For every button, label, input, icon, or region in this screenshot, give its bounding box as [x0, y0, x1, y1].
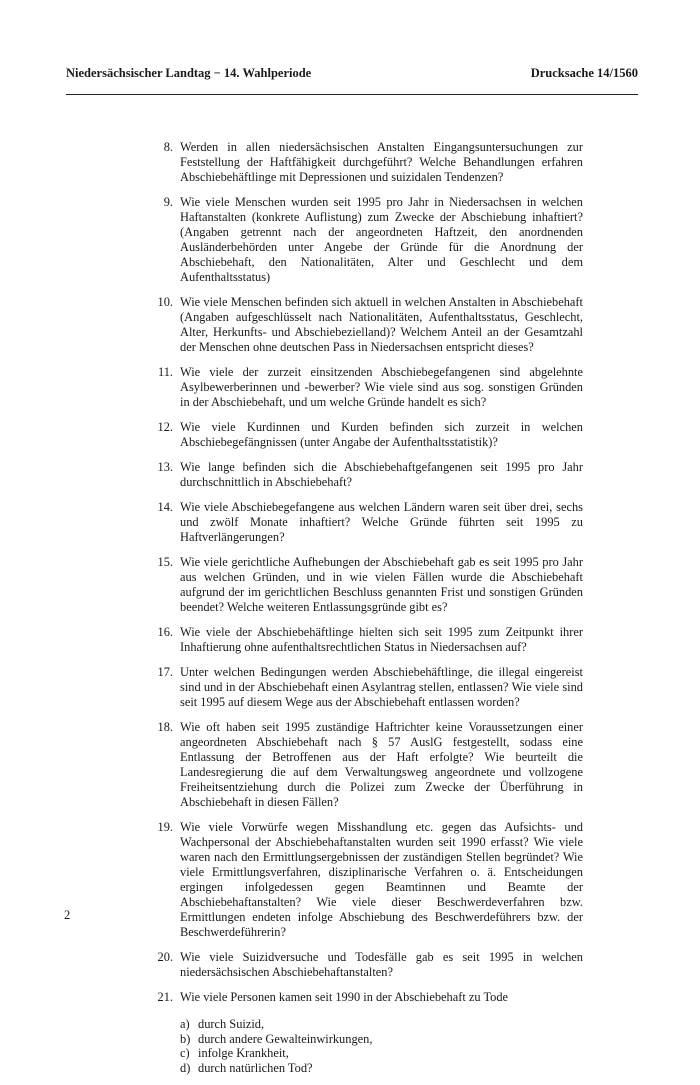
question-text: Wie oft haben seit 1995 zuständige Haftrichter keine Voraussetzungen einer angeordneten Abschiebehaft nach § 57 AuslG festgestellt, sodass eine Entlassung der Betroffenen aus der Haft erfolgte? Wie beurteilt die Landesregierung die auf dem Verwaltungsweg angeordnete und vollzogene Freiheitsentziehung durch die Polizei zum Zwecke der Überführung in Abschiebehaft in diesen Fällen?	[180, 720, 583, 809]
sub-item	[180, 1032, 583, 1047]
question-text: Wie viele Suizidversuche und Todesfälle gab es seit 1995 in welchen niedersächsischen Abschiebehaftanstalten?	[180, 950, 583, 979]
question-item	[143, 555, 583, 615]
question-text: Wie viele Abschiebegefangene aus welchen Ländern waren seit über drei, sechs und zwölf Monate inhaftiert? Welche Gründe führten seit 1995 zu Haftverlängerungen?	[180, 500, 583, 544]
sub-item-label: b)	[180, 1031, 191, 1046]
header-rule	[66, 94, 638, 95]
question-list	[143, 140, 583, 1085]
question-item	[143, 625, 583, 655]
question-number: 20.	[157, 950, 173, 964]
question-number: 17.	[157, 665, 173, 679]
question-number: 14.	[157, 500, 173, 514]
sub-item	[180, 1061, 583, 1076]
question-number: 12.	[157, 420, 173, 434]
sub-item-text: durch Suizid,	[198, 1017, 265, 1031]
question-text: Wie lange befinden sich die Abschiebehaftgefangenen seit 1995 pro Jahr durchschnittlich in Abschiebehaft?	[180, 460, 583, 489]
question-item	[143, 365, 583, 410]
question-item	[143, 420, 583, 450]
question-text: Wie viele der Abschiebehäftlinge hielten sich seit 1995 zum Zeitpunkt ihrer Inhaftierung ohne aufenthaltsrechtlichen Status in Niedersachsen auf?	[180, 625, 583, 654]
question-item	[143, 950, 583, 980]
question-number: 21.	[157, 990, 173, 1004]
sub-item-text: durch andere Gewalteinwirkungen,	[198, 1031, 373, 1046]
question-item	[143, 195, 583, 285]
question-number: 8.	[163, 140, 173, 154]
question-number: 15.	[157, 555, 173, 569]
page-header	[66, 66, 638, 81]
header-title: Niedersächsischer Landtag − 14. Wahlperiode	[66, 66, 312, 80]
question-number: 13.	[157, 460, 173, 474]
sub-item-text: infolge Krankheit,	[198, 1046, 289, 1060]
question-number: 18.	[157, 720, 173, 734]
page-number: 2	[64, 908, 71, 922]
question-text: Wie viele Menschen befinden sich aktuell in welchen Anstalten in Abschiebehaft (Angaben aufgeschlüsselt nach Nationalitäten, Aufenthaltsstatus, Geschlecht, Alter, Herkunfts- und Abschiebezielland)? Welchem Anteil an der Gesamtzahl der Menschen ohne deutschen Pass in Niedersachsen entspricht dieses?	[180, 295, 583, 354]
question-number: 9.	[163, 195, 173, 209]
question-text: Wie viele der zurzeit einsitzenden Abschiebegefangenen sind abgelehnte Asylbewerberinnen und -bewerber? Wie viele sind aus sog. sonstigen Gründen in der Abschiebehaft, und um welche Gründe handelt es sich?	[180, 365, 583, 409]
question-item	[143, 140, 583, 185]
question-item	[143, 820, 583, 940]
question-number: 19.	[157, 820, 173, 834]
sub-item-label: a)	[180, 1017, 190, 1031]
question-item	[143, 295, 583, 355]
question-item	[143, 500, 583, 545]
sub-item	[180, 1046, 583, 1061]
question-item	[143, 460, 583, 490]
question-text: Wie viele Personen kamen seit 1990 in der Abschiebehaft zu Tode	[180, 990, 509, 1004]
question-text: Wie viele Vorwürfe wegen Misshandlung etc. gegen das Aufsichts- und Wachpersonal der Abschiebehaftanstalten wurden seit 1990 erfasst? Wie viele waren nach den Ermittlungsergebnissen der zuständigen Stellen begründet? Wie viele Ermittlungsverfahren, disziplinarische Verfahren o. ä. Entscheidungen ergingen infolgedessen gegen Beamtinnen und Beamte der Abschiebehaftanstalten? Wie viele dieser Beschwerdeverfahren bzw. Ermittlungen endeten infolge Abschiebung des Beschwerdeführers bzw. der Beschwerdeführerin?	[180, 820, 583, 939]
sub-item	[180, 1017, 583, 1032]
sub-item-label: d)	[180, 1060, 191, 1075]
question-item	[143, 665, 583, 710]
question-item	[143, 720, 583, 810]
question-item	[143, 990, 583, 1075]
question-number: 16.	[157, 625, 173, 639]
document-number: Drucksache 14/1560	[530, 66, 638, 80]
sub-item-label: c)	[180, 1046, 190, 1060]
question-text: Unter welchen Bedingungen werden Abschiebehäftlinge, die illegal eingereist sind und in der Abschiebehaft einen Asylantrag stellen, entlassen? Wie viele sind seit 1995 auf diesem Wege aus der Abschiebehaft entlassen worden?	[180, 665, 583, 709]
question-text: Wie viele Menschen wurden seit 1995 pro Jahr in Niedersachsen in welchen Haftanstalten (konkrete Auflistung) zum Zwecke der Abschiebung inhaftiert? (Angaben getrennt nach der angeordneten Haftzeit, den anordnenden Ausländerbehörden unter Angebe der Gründe für die Anordnung der Abschiebehaft, den Nationalitäten, Alter und Geschlecht und dem Aufenthaltsstatus)	[180, 195, 583, 284]
question-text: Werden in allen niedersächsischen Anstalten Eingangsuntersuchungen zur Feststellung der Haftfähigkeit durchgeführt? Welche Behandlungen erfahren Abschiebehäftlinge mit Depressionen und suizidalen Tendenzen?	[180, 140, 583, 184]
question-number: 10.	[157, 295, 173, 309]
question-number: 11.	[157, 365, 173, 379]
sub-list	[180, 1017, 583, 1075]
question-text: Wie viele gerichtliche Aufhebungen der Abschiebehaft gab es seit 1995 pro Jahr aus welchen Gründen, und in wie vielen Fällen wurde die Abschiebehaft aufgrund der im gerichtlichen Beschluss genannten Frist und sonstigen Gründen beendet? Welche weiteren Entlassungsgründe gibt es?	[180, 555, 583, 614]
sub-item-text: durch natürlichen Tod?	[198, 1060, 313, 1075]
question-text: Wie viele Kurdinnen und Kurden befinden sich zurzeit in welchen Abschiebegefängnissen (unter Angabe der Aufenthaltsstatistik)?	[180, 420, 583, 449]
